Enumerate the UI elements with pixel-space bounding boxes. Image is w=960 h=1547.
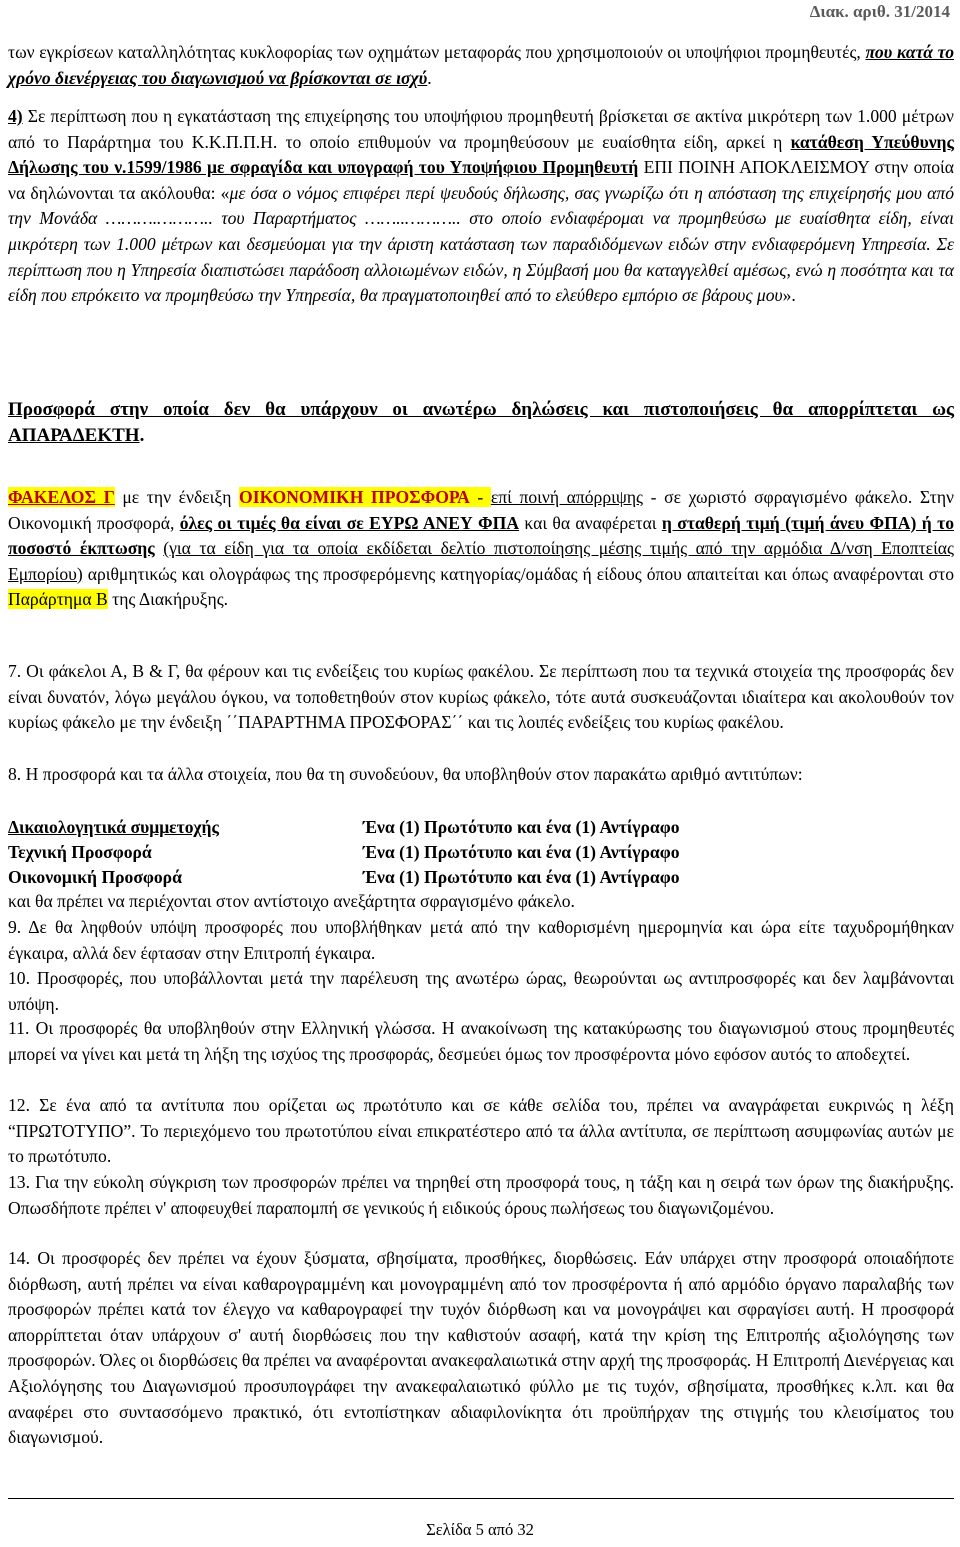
- text: ».: [782, 285, 796, 306]
- copies-value: Ένα (1) Πρωτότυπο και ένα (1) Αντίγραφο: [363, 817, 680, 837]
- copies-label: Δικαιολογητικά συμμετοχής: [8, 817, 219, 837]
- envelope-title: ΟΙΚΟΝΟΜΙΚΗ ΠΡΟΣΦΟΡΑ: [239, 487, 470, 507]
- paragraph-item-14: 14. Οι προσφορές δεν πρέπει να έχουν ξύσματα, σβησίματα, προσθήκες, διορθώσεις. Εάν υπάρχει στην προσφορά οποιαδήποτε διόρθωση, αυτή πρέπει να είναι καθαρογραμμένη και μονογραμμένη από τον προσφέροντα ή από αρμόδιο όργανο παραλαβής των προσφορών πρέπει κατά τον έλεγχο να καθαρογραφεί την τυχόν διόρθωση και να μονογράψει και σφραγίσει αυτή. Η προσφορά απορρίπτεται όταν υπάρχουν σ' αυτή διορθώσεις που την καθιστούν ασαφή, κατά την κρίση της Επιτροπής αξιολόγησης των προσφορών. Όλες οι διορθώσεις θα πρέπει να αναφέρονται ανακεφαλαιωτικά στην αρχή της προσφοράς. Η Επιτροπή Διενέργειας και Αξιολόγησης του Διαγωνισμού προσυπογράφει την ανακεφαλαιωτικό φύλλο με τις τυχόν, σβησίματα, προσθήκες κ.λπ. και θα αναφέρει στο συντασσόμενο πρακτικό, ότι εντοπίστηκαν αδιαφιλονίκητα ότι προϋπήρχαν της στιγμής του κλεισίματος του διαγωνισμού.: [8, 1248, 954, 1448]
- paragraph-item-13: 13. Για την εύκολη σύγκριση των προσφορών πρέπει να τηρηθεί στη προσφορά τους, η τάξη και η σειρά των όρων της διακήρυξης. Οπωσδήποτε πρέπει ν' αποφευχθεί παραπομπή σε γενικούς ή ειδικούς όρους πωλήσεως του διαγωνιζομένου.: [8, 1172, 954, 1218]
- declaration-text: Σε περίπτωση που η Υπηρεσία διαπιστώσει παράδοση αλλοιωμένων ειδών, η Σύμβασή μου θα καταγγελθεί αμέσως, ενώ η ποσότητα και τα είδη που επρόκειτο να προμηθεύσω την Υπηρεσία, θα πραγματοποιηθεί από το ελεύθερο εμπόριο σε βάρους μου: [8, 233, 954, 306]
- emphasis-text: Προσφορά στην οποία δεν θα υπάρχουν οι ανωτέρω δηλώσεις και πιστοποιήσεις θα απορρίπτεται ως ΑΠΑΡΑΔΕΚΤΗ: [8, 399, 954, 446]
- paragraph-item-11: 11. Οι προσφορές θα υποβληθούν στην Ελληνική γλώσσα. Η ανακοίνωση της κατακύρωσης του διαγωνισμού στους προμηθευτές μπορεί να γίνει και μετά τη λήξη της ισχύος της προσφοράς, δεσμεύει όμως τον προσφέροντα μόνο εφόσον αυτός το αποδεχτεί.: [8, 1018, 954, 1064]
- text: των εγκρίσεων καταλληλότητας κυκλοφορίας των οχημάτων μεταφοράς που χρησιμοποιούν οι υποψήφιοι προμηθευτές,: [8, 42, 866, 62]
- copies-value: Ένα (1) Πρωτότυπο και ένα (1) Αντίγραφο: [363, 842, 680, 862]
- paragraph-item-7: 7. Οι φάκελοι Α, Β & Γ, θα φέρουν και τις ενδείξεις του κυρίως φακέλου. Σε περίπτωση που τα τεχνικά στοιχεία της προσφοράς δεν είναι δυνατόν, λόγω μεγάλου όγκου, να τοποθετηθούν στον κυρίως φάκελο, τότε αυτά συσκευάζονται ιδιαίτερα και ακολουθούν τον κυρίως φάκελο με την ένδειξη ΄΄ΠΑΡΑΡΤΗΜΑ ΠΡΟΣΦΟΡΑΣ΄΄ και τις λοιπές ενδείξεις του κυρίως φακέλου.: [8, 661, 954, 733]
- copies-value: Ένα (1) Πρωτότυπο και ένα (1) Αντίγραφο: [363, 867, 680, 887]
- text: .: [427, 67, 432, 88]
- footer-divider: [8, 1498, 954, 1499]
- paragraph-item-12: 12. Σε ένα από τα αντίτυπα που ορίζεται ως πρωτότυπο και σε κάθε σελίδα του, πρέπει να αναγράφεται ευκρινώς η λέξη “ΠΡΩΤΟΤΥΠΟ”. Το περιεχόμενο του πρωτοτύπου είναι επικρατέστερο από τα άλλα αντίτυπα, σε περίπτωση ασυμφωνίας αυτών με το πρωτότυπο.: [8, 1095, 954, 1167]
- text: -: [469, 487, 491, 507]
- copies-row: [8, 865, 954, 890]
- paragraph-envelope-c: [8, 485, 954, 613]
- text: με την ένδειξη: [114, 487, 240, 507]
- envelope-label: ΦΑΚΕΛΟΣ Γ: [8, 487, 115, 507]
- paragraph-item-8: 8. Η προσφορά και τα άλλα στοιχεία, που θα τη συνοδεύουν, θα υποβληθούν στον παρακάτω αριθμό αντιτύπων:: [8, 764, 803, 784]
- paragraph-item-9: 9. Δε θα ληφθούν υπόψη προσφορές που υποβλήθηκαν μετά από την καθορισμένη ημερομηνία και ώρα είτε ταχυδρομήθηκαν έγκαιρα, αλλά δεν έφτασαν στην Επιτροπή έγκαιρα.: [8, 917, 954, 963]
- text: [155, 538, 164, 558]
- text: της Διακήρυξης.: [107, 589, 229, 610]
- emphasis-text: επί ποινή απόρριψης: [490, 487, 644, 507]
- paragraph-item-10: 10. Προσφορές, που υποβάλλονται μετά την παρέλευση της ανωτέρω ώρας, θεωρούνται ως αντιπροσφορές και δεν λαμβάνονται υπόψη.: [8, 968, 954, 1014]
- copies-label: Τεχνική Προσφορά: [8, 842, 152, 862]
- copies-label: Οικονομική Προσφορά: [8, 867, 182, 887]
- copies-row: [8, 815, 954, 840]
- text: στην οποία να δηλώνονται τα ακόλουθα: «: [8, 157, 955, 203]
- emphasis-text: όλες οι τιμές θα είναι σε ΕΥΡΩ ΑΝΕΥ ΦΠΑ: [179, 512, 520, 533]
- text: - σε χωριστό σφραγισμένο φάκελο. Στην Οικονομική προσφορά,: [8, 487, 954, 533]
- highlight-text: Παράρτημα Β: [8, 589, 108, 610]
- text: .: [139, 425, 145, 446]
- emphasis-text: (για τα είδη για τα οποία εκδίδεται δελτίο πιστοποίησης μέσης τιμής από την αρμόδια Δ/νση Εποπτείας Εμπορίου): [8, 538, 954, 584]
- text: και θα αναφέρεται: [519, 512, 662, 533]
- item-number: 4): [8, 106, 23, 126]
- emphasis-text: που κατά το χρόνο διενέργειας του διαγωνισμού να βρίσκονται σε ισχύ: [8, 42, 954, 88]
- paragraph-after-copies: και θα πρέπει να περιέχονται στον αντίστοιχο ανεξάρτητα σφραγισμένο φάκελο.: [8, 891, 575, 911]
- paragraph-item-4: [8, 104, 954, 309]
- text: αριθμητικώς και ολογράφως της προσφερόμενης κατηγορίας/ομάδας ή είδους όπου απαιτείται και όπως αναφέρονται στο: [82, 563, 954, 584]
- text: Σε περίπτωση που η εγκατάσταση της επιχείρησης του υποψήφιου προμηθευτή βρίσκεται σε ακτίνα μικρότερη των 1.000 μέτρων από το Παράρτημα του Κ.Κ.Π.Π.Η. το οποίο επιθυμούν να προμηθεύσουν με ευαίσθητα είδη, αρκεί η: [8, 106, 954, 152]
- emphasis-text: η σταθερή τιμή (τιμή άνευ ΦΠΑ) ή το ποσοστό έκπτωσης: [8, 512, 954, 559]
- document-reference: Διακ. αριθ. 31/2014: [809, 2, 950, 21]
- emphasis-text: κατάθεση Υπεύθυνης Δήλωσης του ν.1599/1986 με σφραγίδα και υπογραφή του Υποψήφιου Προμηθευτή: [8, 131, 954, 178]
- declaration-text: με όσα ο νόμος επιφέρει περί ψευδούς δήλωσης, σας γνωρίζω ότι η απόσταση της επιχείρησής μου από την Μονάδα ……….……….. του Παραρτήματος ……..……….. στο οποίο ενδιαφέρομαι να προμηθεύσω με ευαίσθητα είδη, είναι μικρότερη των 1.000 μέτρων και δεσμεύομαι για την άριστη κατάσταση των παραδιδόμενων ειδών στην ενδιαφερόμενη Υπηρεσία.: [8, 182, 954, 254]
- copies-row: [8, 840, 954, 865]
- text: ΕΠΙ ΠΟΙΝΗ ΑΠΟΚΛΕΙΣΜΟΥ: [638, 157, 870, 178]
- page-number: Σελίδα 5 από 32: [426, 1520, 534, 1539]
- paragraph-vehicle-approvals: [8, 40, 954, 91]
- paragraph-rejection-notice: [8, 397, 954, 449]
